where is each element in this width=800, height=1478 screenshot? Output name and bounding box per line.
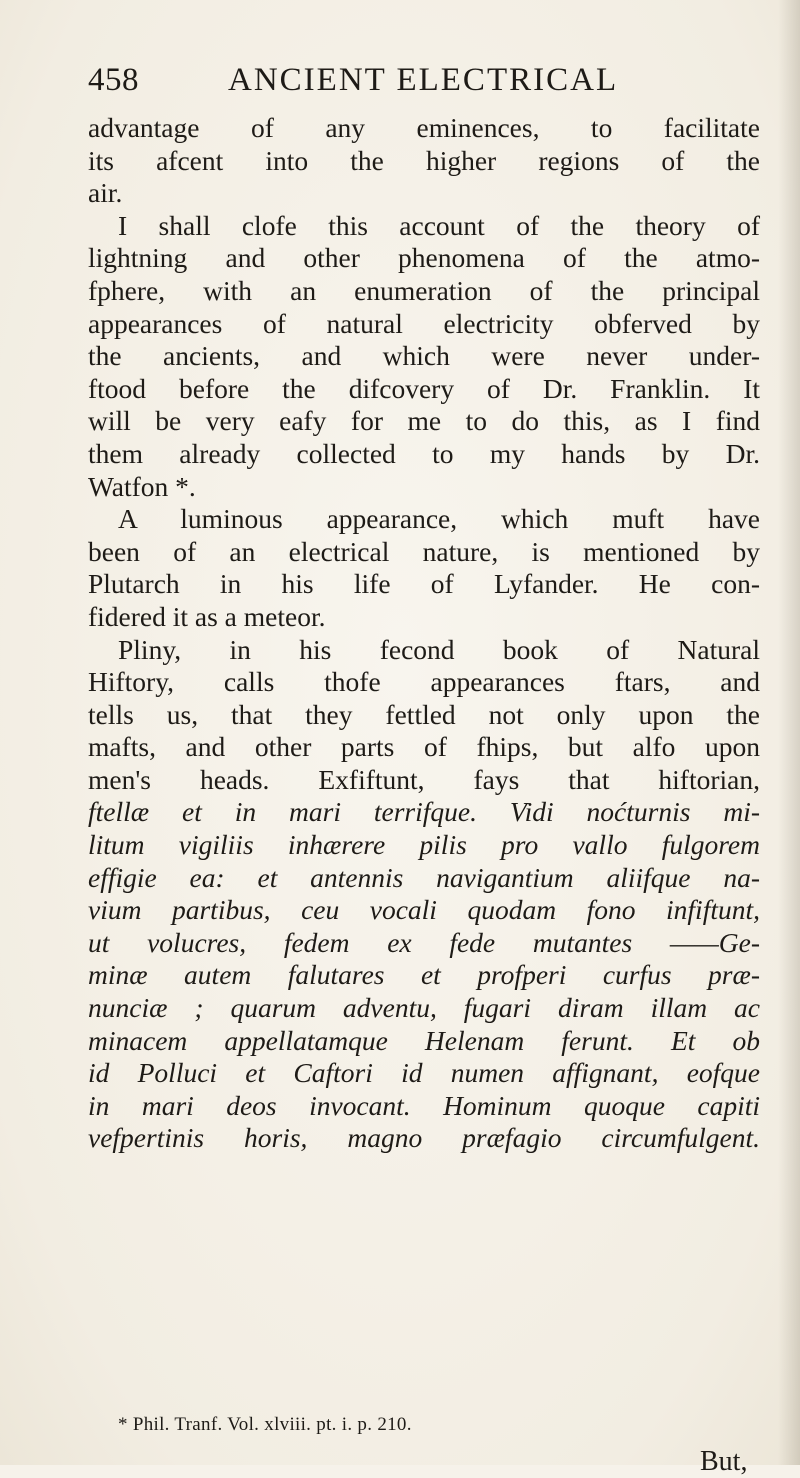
text-line: ftood before the difcovery of Dr. Franklin. It	[88, 372, 760, 404]
latin-quote-line: vium partibus, ceu vocali quodam fono infiftunt,	[88, 894, 760, 926]
text-line: them already collected to my hands by Dr.	[88, 437, 760, 469]
page-edge-shadow	[778, 0, 800, 1465]
latin-quote-line: minacem appellatamque Helenam ferunt. Et ob	[88, 1024, 760, 1056]
text-line: mafts, and other parts of fhips, but alfo upon	[88, 731, 760, 763]
page-number: 458	[88, 62, 139, 98]
latin-quote-line: nunciæ ; quarum adventu, fugari diram illam ac	[88, 992, 760, 1024]
text-line: Hiftory, calls thofe appearances ftars, and	[88, 666, 760, 698]
text-line: fidered it as a meteor.	[88, 600, 326, 632]
catchword: But,	[700, 1446, 748, 1477]
body-text	[88, 112, 760, 1155]
latin-quote-line: id Polluci et Caftori id numen affignant, eofque	[88, 1057, 760, 1089]
latin-quote-line: litum vigiliis inhærere pilis pro vallo fulgorem	[88, 829, 760, 861]
page-header	[88, 62, 728, 106]
text-line: fphere, with an enumeration of the principal	[88, 274, 760, 306]
running-head: ANCIENT ELECTRICAL	[228, 62, 619, 98]
text-line: lightning and other phenomena of the atmo-	[88, 242, 760, 274]
text-line: been of an electrical nature, is mentioned by	[88, 535, 760, 567]
text-line: Pliny, in his fecond book of Natural	[118, 633, 760, 665]
text-line: advantage of any eminences, to facilitate	[88, 112, 760, 143]
text-line: Watfon *.	[88, 470, 196, 502]
text-line: tells us, that they fettled not only upon the	[88, 698, 760, 730]
latin-quote-line: minæ autem falutares et profperi curfus præ-	[88, 959, 760, 991]
latin-quote-line: ftellæ et in mari terrifque. Vidi noćturnis mi-	[88, 796, 760, 828]
text-line: A luminous appearance, which muft have	[118, 503, 760, 535]
text-line: the ancients, and which were never under-	[88, 340, 760, 372]
footnote: * Phil. Tranf. Vol. xlviii. pt. i. p. 210.	[118, 1414, 412, 1435]
text-line: appearances of natural electricity obferved by	[88, 307, 760, 339]
latin-quote-line: vefpertinis horis, magno præfagio circumfulgent.	[88, 1122, 760, 1154]
text-line: its afcent into the higher regions of the	[88, 144, 760, 176]
latin-quote-line: in mari deos invocant. Hominum quoque capiti	[88, 1089, 760, 1121]
text-line: will be very eafy for me to do this, as I find	[88, 405, 760, 437]
text-line: I shall clofe this account of the theory of	[118, 209, 760, 241]
text-line: men's heads. Exfiftunt, fays that hiftorian,	[88, 763, 760, 795]
latin-quote-line: effigie ea: et antennis navigantium aliifque na-	[88, 861, 760, 893]
latin-quote-line: ut volucres, fedem ex fede mutantes ——Ge-	[88, 926, 760, 958]
text-line: air.	[88, 177, 123, 209]
text-line: Plutarch in his life of Lyfander. He con-	[88, 568, 760, 600]
